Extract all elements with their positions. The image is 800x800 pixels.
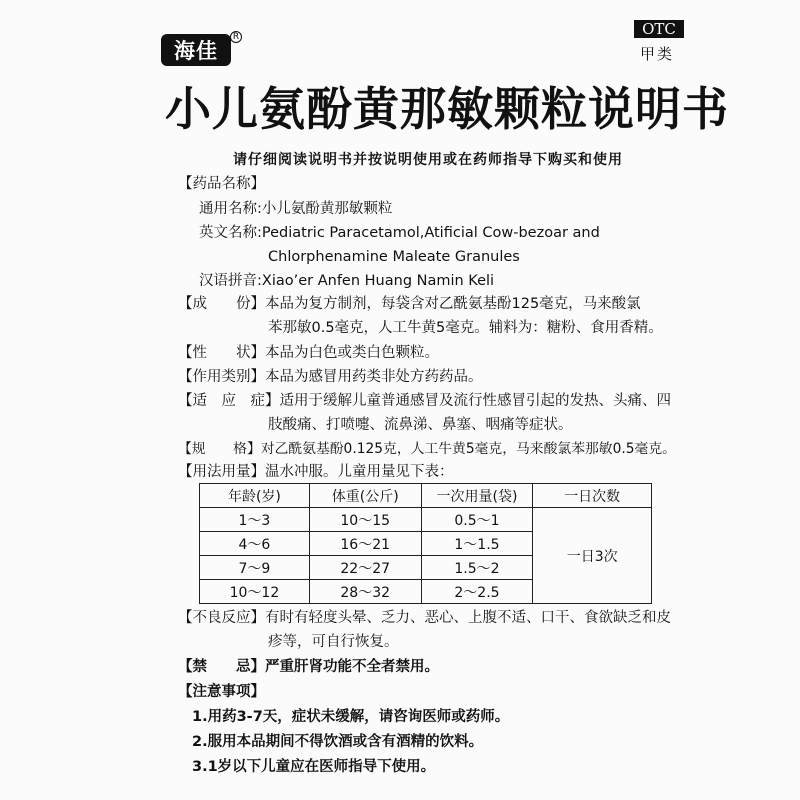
registered-mark-icon: R	[230, 31, 242, 43]
character-row	[178, 343, 439, 363]
generic-name-row	[199, 199, 392, 219]
header-weight: 体重(公斤)	[309, 484, 421, 508]
indication-line-2: 肢酸痛、打喷嚏、流鼻涕、鼻塞、咽痛等症状。	[268, 417, 573, 433]
age-cell: 1～3	[200, 508, 310, 532]
adverse-line-2: 疹等，可自行恢复。	[268, 634, 399, 650]
brand-name: 海佳	[174, 39, 218, 63]
contraindication-row	[178, 657, 439, 677]
dose-cell: 0.5～1	[421, 508, 533, 532]
spec-label: 【规 格】	[178, 441, 261, 457]
composition-row	[178, 294, 641, 314]
pinyin-value: Xiao’er Anfen Huang Namin Keli	[261, 273, 495, 289]
otc-class-label: 甲类	[640, 45, 675, 63]
contraindication-label: 【禁 忌】	[178, 659, 265, 675]
usage-row	[178, 462, 454, 482]
header-daily-times: 一日次数	[533, 484, 652, 508]
dosage-table-header	[200, 484, 652, 508]
composition-line-1: 本品为复方制剂，每袋含对乙酰氨基酚125毫克，马来酸氯	[265, 296, 641, 312]
age-cell: 10～12	[200, 580, 310, 604]
category-label: 【作用类别】	[178, 369, 265, 385]
usage-notice: 请仔细阅读说明书并按说明使用或在药师指导下购买和使用	[233, 152, 623, 168]
dose-cell: 1～1.5	[421, 532, 533, 556]
daily-times-cell: 一日3次	[533, 508, 652, 604]
character-label: 【性 状】	[178, 345, 265, 361]
weight-cell: 28～32	[309, 580, 421, 604]
adverse-row	[178, 608, 671, 628]
header-dose: 一次用量(袋)	[421, 484, 533, 508]
age-cell: 7～9	[200, 556, 310, 580]
age-cell: 4～6	[200, 532, 310, 556]
document-title: 小儿氨酚黄那敏颗粒说明书	[165, 82, 729, 136]
caution-item-3: 3.1岁以下儿童应在医师指导下使用。	[192, 759, 436, 775]
generic-name-value: 小儿氨酚黄那敏颗粒	[261, 201, 393, 217]
dose-cell: 1.5～2	[421, 556, 533, 580]
english-name-value-1: Pediatric Paracetamol,Atificial Cow-bezoar and	[261, 225, 600, 241]
weight-cell: 10～15	[309, 508, 421, 532]
category-row	[178, 367, 483, 387]
indication-row	[178, 391, 671, 411]
adverse-line-1: 有时有轻度头晕、乏力、恶心、上腹不适、口干、食欲缺乏和皮	[265, 610, 671, 626]
caution-item-2: 2.服用本品期间不得饮酒或含有酒精的饮料。	[192, 734, 484, 750]
spec-row	[178, 439, 676, 459]
contraindication-value: 严重肝肾功能不全者禁用。	[265, 659, 439, 675]
english-name-row	[199, 223, 600, 243]
caution-header: 【注意事项】	[178, 684, 265, 700]
brand-logo	[161, 34, 231, 66]
caution-item-1: 1.用药3-7天，症状未缓解，请咨询医师或药师。	[192, 709, 510, 725]
english-name-value-2: Chlorphenamine Maleate Granules	[268, 249, 520, 265]
character-value: 本品为白色或类白色颗粒。	[265, 345, 439, 361]
weight-cell: 16～21	[309, 532, 421, 556]
indication-label: 【适 应 症】	[178, 393, 280, 409]
table-row	[200, 508, 652, 532]
usage-value: 温水冲服。儿童用量见下表：	[265, 464, 454, 480]
composition-label: 【成 份】	[178, 296, 265, 312]
adverse-label: 【不良反应】	[178, 610, 265, 626]
pinyin-row	[199, 271, 494, 291]
usage-label: 【用法用量】	[178, 464, 265, 480]
header-age: 年龄(岁)	[200, 484, 310, 508]
composition-line-2: 苯那敏0.5毫克，人工牛黄5毫克。辅料为：糖粉、食用香精。	[268, 320, 663, 336]
weight-cell: 22～27	[309, 556, 421, 580]
category-value: 本品为感冒用药类非处方药药品。	[265, 369, 483, 385]
otc-badge: OTC	[634, 20, 684, 38]
dosage-table	[199, 483, 652, 604]
dose-cell: 2～2.5	[421, 580, 533, 604]
generic-name-label: 通用名称:	[199, 201, 262, 217]
indication-line-1: 适用于缓解儿童普通感冒及流行性感冒引起的发热、头痛、四	[279, 393, 671, 409]
drug-name-header: 【药品名称】	[178, 176, 265, 192]
spec-value: 对乙酰氨基酚0.125克，人工牛黄5毫克，马来酸氯苯那敏0.5毫克。	[260, 441, 676, 457]
pinyin-label: 汉语拼音:	[199, 273, 262, 289]
english-name-label: 英文名称:	[199, 225, 262, 241]
